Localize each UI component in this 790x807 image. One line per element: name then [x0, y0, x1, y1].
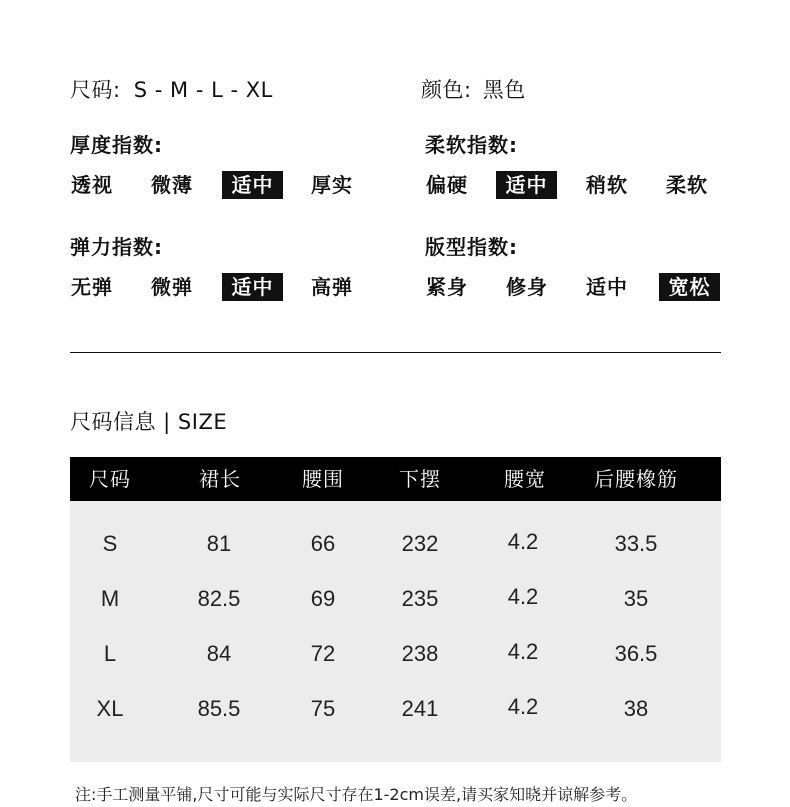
table-cell: XL — [96, 696, 124, 721]
softness-title: 柔软指数: — [425, 133, 518, 157]
table-cell: 238 — [401, 641, 439, 666]
softness-option: 偏硬 — [426, 173, 468, 197]
table-cell: 241 — [401, 696, 439, 721]
table-cell: 4.2 — [507, 584, 539, 609]
thickness-option: 适中 — [222, 171, 283, 199]
header-length: 裙长 — [199, 467, 241, 491]
fit-option: 适中 — [586, 275, 628, 299]
table-cell: 232 — [401, 531, 439, 556]
elasticity-title: 弹力指数: — [70, 235, 163, 259]
header-waist: 腰围 — [302, 467, 344, 491]
table-cell: 4.2 — [507, 639, 539, 664]
elasticity-option: 适中 — [222, 273, 283, 301]
fit-option: 宽松 — [659, 273, 720, 301]
header-hem: 下摆 — [399, 467, 441, 491]
table-cell: 235 — [401, 586, 439, 611]
fit-option: 紧身 — [426, 275, 468, 299]
table-cell: 66 — [310, 531, 336, 556]
table-cell: 82.5 — [197, 586, 241, 611]
color-label: 颜色: — [421, 78, 472, 102]
table-cell: M — [100, 586, 120, 611]
table-cell: 81 — [206, 531, 232, 556]
table-cell: 75 — [310, 696, 336, 721]
size-label: 尺码: — [70, 78, 121, 102]
size-table-body — [70, 501, 721, 762]
table-cell: 33.5 — [614, 531, 658, 556]
size-info-title: 尺码信息 | SIZE — [70, 410, 228, 434]
table-cell: 69 — [310, 586, 336, 611]
fit-title: 版型指数: — [425, 235, 518, 259]
table-cell: L — [103, 641, 117, 666]
size-table-header — [70, 457, 721, 501]
table-cell: 38 — [623, 696, 649, 721]
color-value: 黑色 — [482, 78, 526, 102]
elasticity-option: 微弹 — [151, 275, 193, 299]
softness-option: 适中 — [496, 171, 557, 199]
header-back-elastic: 后腰橡筋 — [594, 467, 678, 491]
table-cell: 85.5 — [197, 696, 241, 721]
table-cell: 4.2 — [507, 529, 539, 554]
measurement-note: 注:手工测量平铺,尺寸可能与实际尺寸存在1-2cm误差,请买家知晓并谅解参考。 — [75, 785, 638, 804]
color-line — [421, 74, 526, 104]
thickness-option: 透视 — [71, 173, 113, 197]
section-divider — [70, 352, 721, 353]
elasticity-option: 无弹 — [71, 275, 113, 299]
thickness-title: 厚度指数: — [70, 133, 163, 157]
elasticity-option: 高弹 — [311, 275, 353, 299]
softness-option: 稍软 — [586, 173, 628, 197]
table-cell: 36.5 — [614, 641, 658, 666]
softness-option: 柔软 — [666, 173, 708, 197]
thickness-option: 微薄 — [151, 173, 193, 197]
size-line — [70, 74, 273, 104]
table-cell: S — [102, 531, 118, 556]
fit-option: 修身 — [506, 275, 548, 299]
table-cell: 4.2 — [507, 694, 539, 719]
table-cell: 72 — [310, 641, 336, 666]
thickness-option: 厚实 — [311, 173, 353, 197]
table-cell: 84 — [206, 641, 232, 666]
header-size: 尺码 — [89, 467, 131, 491]
header-waistband-width: 腰宽 — [504, 467, 546, 491]
table-cell: 35 — [623, 586, 649, 611]
size-values: S - M - L - XL — [133, 78, 273, 102]
